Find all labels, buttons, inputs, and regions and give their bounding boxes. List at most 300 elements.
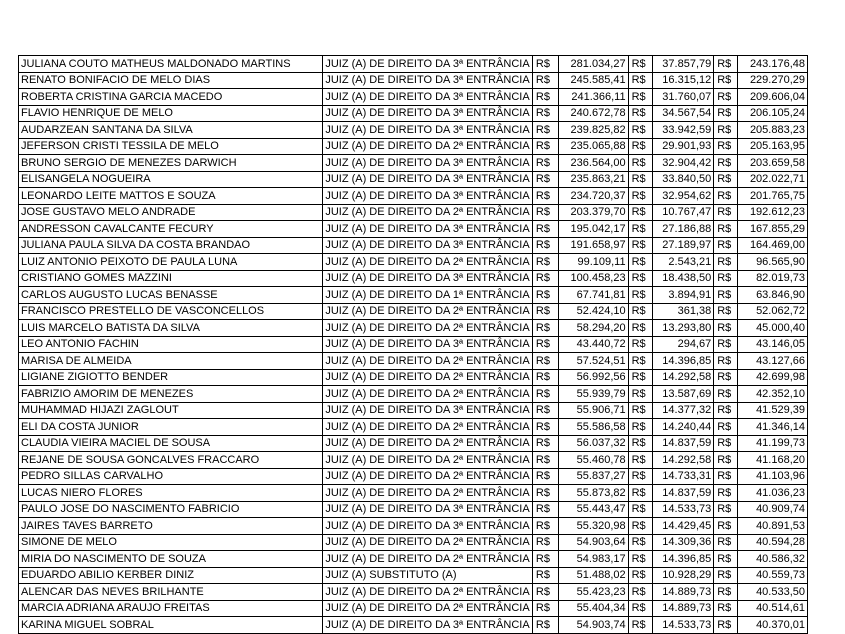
- name-cell: ELI DA COSTA JUNIOR: [19, 419, 323, 436]
- net-value-cell: 40.909,74: [738, 501, 808, 518]
- cargo-cell: JUIZ (A) DE DIREITO DA 3ª ENTRÂNCIA: [323, 72, 533, 89]
- net-value-cell: 203.659,58: [738, 155, 808, 172]
- currency-cell: R$: [714, 155, 738, 172]
- gross-value-cell: 55.320,98: [559, 518, 629, 535]
- currency-cell: R$: [628, 171, 652, 188]
- currency-cell: R$: [714, 254, 738, 271]
- net-value-cell: 202.022,71: [738, 171, 808, 188]
- deduction-value-cell: 14.533,73: [652, 617, 713, 634]
- deduction-value-cell: 33.840,50: [652, 171, 713, 188]
- currency-cell: R$: [714, 105, 738, 122]
- deduction-value-cell: 14.889,73: [652, 600, 713, 617]
- net-value-cell: 229.270,29: [738, 72, 808, 89]
- gross-value-cell: 55.837,27: [559, 468, 629, 485]
- deduction-value-cell: 32.904,42: [652, 155, 713, 172]
- table-row: [19, 419, 808, 436]
- currency-cell: R$: [532, 435, 558, 452]
- table-row: [19, 468, 808, 485]
- name-cell: BRUNO SERGIO DE MENEZES DARWICH: [19, 155, 323, 172]
- currency-cell: R$: [628, 237, 652, 254]
- currency-cell: R$: [714, 221, 738, 238]
- gross-value-cell: 55.939,79: [559, 386, 629, 403]
- salary-table: [18, 55, 808, 634]
- deduction-value-cell: 27.189,97: [652, 237, 713, 254]
- currency-cell: R$: [714, 600, 738, 617]
- gross-value-cell: 239.825,82: [559, 122, 629, 139]
- name-cell: JULIANA PAULA SILVA DA COSTA BRANDAO: [19, 237, 323, 254]
- table-row: [19, 518, 808, 535]
- currency-cell: R$: [714, 567, 738, 584]
- gross-value-cell: 43.440,72: [559, 336, 629, 353]
- name-cell: REJANE DE SOUSA GONCALVES FRACCARO: [19, 452, 323, 469]
- currency-cell: R$: [628, 584, 652, 601]
- net-value-cell: 206.105,24: [738, 105, 808, 122]
- name-cell: LUIS MARCELO BATISTA DA SILVA: [19, 320, 323, 337]
- name-cell: PAULO JOSE DO NASCIMENTO FABRICIO: [19, 501, 323, 518]
- currency-cell: R$: [628, 254, 652, 271]
- cargo-cell: JUIZ (A) DE DIREITO DA 2ª ENTRÂNCIA: [323, 353, 533, 370]
- table-row: [19, 270, 808, 287]
- gross-value-cell: 57.524,51: [559, 353, 629, 370]
- currency-cell: R$: [532, 72, 558, 89]
- name-cell: RENATO BONIFACIO DE MELO DIAS: [19, 72, 323, 89]
- cargo-cell: JUIZ (A) DE DIREITO DA 2ª ENTRÂNCIA: [323, 435, 533, 452]
- deduction-value-cell: 14.533,73: [652, 501, 713, 518]
- currency-cell: R$: [714, 204, 738, 221]
- currency-cell: R$: [532, 501, 558, 518]
- currency-cell: R$: [628, 534, 652, 551]
- deduction-value-cell: 14.429,45: [652, 518, 713, 535]
- name-cell: MARISA DE ALMEIDA: [19, 353, 323, 370]
- currency-cell: R$: [532, 320, 558, 337]
- cargo-cell: JUIZ (A) DE DIREITO DA 2ª ENTRÂNCIA: [323, 138, 533, 155]
- currency-cell: R$: [714, 518, 738, 535]
- gross-value-cell: 191.658,97: [559, 237, 629, 254]
- currency-cell: R$: [628, 105, 652, 122]
- gross-value-cell: 55.873,82: [559, 485, 629, 502]
- gross-value-cell: 54.903,74: [559, 617, 629, 634]
- name-cell: ROBERTA CRISTINA GARCIA MACEDO: [19, 89, 323, 106]
- deduction-value-cell: 361,38: [652, 303, 713, 320]
- table-row: [19, 567, 808, 584]
- currency-cell: R$: [714, 551, 738, 568]
- currency-cell: R$: [532, 89, 558, 106]
- cargo-cell: JUIZ (A) DE DIREITO DA 2ª ENTRÂNCIA: [323, 254, 533, 271]
- currency-cell: R$: [628, 501, 652, 518]
- currency-cell: R$: [714, 270, 738, 287]
- net-value-cell: 205.883,23: [738, 122, 808, 139]
- net-value-cell: 41.036,23: [738, 485, 808, 502]
- currency-cell: R$: [628, 138, 652, 155]
- net-value-cell: 201.765,75: [738, 188, 808, 205]
- currency-cell: R$: [714, 336, 738, 353]
- deduction-value-cell: 33.942,59: [652, 122, 713, 139]
- deduction-value-cell: 14.837,59: [652, 485, 713, 502]
- deduction-value-cell: 34.567,54: [652, 105, 713, 122]
- currency-cell: R$: [628, 56, 652, 73]
- table-row: [19, 237, 808, 254]
- currency-cell: R$: [532, 567, 558, 584]
- currency-cell: R$: [628, 567, 652, 584]
- currency-cell: R$: [628, 204, 652, 221]
- name-cell: ELISANGELA NOGUEIRA: [19, 171, 323, 188]
- cargo-cell: JUIZ (A) DE DIREITO DA 2ª ENTRÂNCIA: [323, 485, 533, 502]
- currency-cell: R$: [714, 138, 738, 155]
- table-row: [19, 122, 808, 139]
- table-row: [19, 221, 808, 238]
- salary-table-container: [18, 55, 808, 634]
- gross-value-cell: 51.488,02: [559, 567, 629, 584]
- name-cell: LIGIANE ZIGIOTTO BENDER: [19, 369, 323, 386]
- deduction-value-cell: 27.186,88: [652, 221, 713, 238]
- cargo-cell: JUIZ (A) DE DIREITO DA 3ª ENTRÂNCIA: [323, 122, 533, 139]
- currency-cell: R$: [714, 353, 738, 370]
- table-row: [19, 435, 808, 452]
- table-row: [19, 72, 808, 89]
- net-value-cell: 41.103,96: [738, 468, 808, 485]
- currency-cell: R$: [628, 435, 652, 452]
- gross-value-cell: 54.983,17: [559, 551, 629, 568]
- name-cell: EDUARDO ABILIO KERBER DINIZ: [19, 567, 323, 584]
- deduction-value-cell: 14.309,36: [652, 534, 713, 551]
- currency-cell: R$: [628, 468, 652, 485]
- gross-value-cell: 236.564,00: [559, 155, 629, 172]
- currency-cell: R$: [628, 89, 652, 106]
- net-value-cell: 40.586,32: [738, 551, 808, 568]
- table-row: [19, 171, 808, 188]
- name-cell: JAIRES TAVES BARRETO: [19, 518, 323, 535]
- currency-cell: R$: [628, 303, 652, 320]
- name-cell: CLAUDIA VIEIRA MACIEL DE SOUSA: [19, 435, 323, 452]
- currency-cell: R$: [714, 419, 738, 436]
- net-value-cell: 164.469,00: [738, 237, 808, 254]
- deduction-value-cell: 37.857,79: [652, 56, 713, 73]
- currency-cell: R$: [714, 171, 738, 188]
- net-value-cell: 45.000,40: [738, 320, 808, 337]
- cargo-cell: JUIZ (A) DE DIREITO DA 3ª ENTRÂNCIA: [323, 617, 533, 634]
- net-value-cell: 41.346,14: [738, 419, 808, 436]
- cargo-cell: JUIZ (A) DE DIREITO DA 2ª ENTRÂNCIA: [323, 386, 533, 403]
- gross-value-cell: 241.366,11: [559, 89, 629, 106]
- cargo-cell: JUIZ (A) DE DIREITO DA 2ª ENTRÂNCIA: [323, 584, 533, 601]
- name-cell: SIMONE DE MELO: [19, 534, 323, 551]
- table-row: [19, 534, 808, 551]
- net-value-cell: 40.594,28: [738, 534, 808, 551]
- table-row: [19, 89, 808, 106]
- currency-cell: R$: [714, 56, 738, 73]
- currency-cell: R$: [714, 188, 738, 205]
- currency-cell: R$: [714, 303, 738, 320]
- gross-value-cell: 55.460,78: [559, 452, 629, 469]
- currency-cell: R$: [532, 551, 558, 568]
- gross-value-cell: 99.109,11: [559, 254, 629, 271]
- net-value-cell: 205.163,95: [738, 138, 808, 155]
- name-cell: FABRIZIO AMORIM DE MENEZES: [19, 386, 323, 403]
- currency-cell: R$: [628, 188, 652, 205]
- deduction-value-cell: 2.543,21: [652, 254, 713, 271]
- table-row: [19, 105, 808, 122]
- deduction-value-cell: 14.292,58: [652, 369, 713, 386]
- currency-cell: R$: [532, 204, 558, 221]
- net-value-cell: 82.019,73: [738, 270, 808, 287]
- currency-cell: R$: [628, 452, 652, 469]
- cargo-cell: JUIZ (A) DE DIREITO DA 2ª ENTRÂNCIA: [323, 204, 533, 221]
- currency-cell: R$: [714, 320, 738, 337]
- deduction-value-cell: 16.315,12: [652, 72, 713, 89]
- currency-cell: R$: [532, 452, 558, 469]
- cargo-cell: JUIZ (A) DE DIREITO DA 2ª ENTRÂNCIA: [323, 600, 533, 617]
- gross-value-cell: 58.294,20: [559, 320, 629, 337]
- currency-cell: R$: [532, 287, 558, 304]
- name-cell: AUDARZEAN SANTANA DA SILVA: [19, 122, 323, 139]
- deduction-value-cell: 18.438,50: [652, 270, 713, 287]
- deduction-value-cell: 14.889,73: [652, 584, 713, 601]
- cargo-cell: JUIZ (A) DE DIREITO DA 3ª ENTRÂNCIA: [323, 56, 533, 73]
- name-cell: LEONARDO LEITE MATTOS E SOUZA: [19, 188, 323, 205]
- cargo-cell: JUIZ (A) DE DIREITO DA 2ª ENTRÂNCIA: [323, 320, 533, 337]
- table-row: [19, 485, 808, 502]
- deduction-value-cell: 31.760,07: [652, 89, 713, 106]
- gross-value-cell: 234.720,37: [559, 188, 629, 205]
- net-value-cell: 40.514,61: [738, 600, 808, 617]
- currency-cell: R$: [714, 452, 738, 469]
- deduction-value-cell: 3.894,91: [652, 287, 713, 304]
- currency-cell: R$: [714, 501, 738, 518]
- table-row: [19, 138, 808, 155]
- gross-value-cell: 281.034,27: [559, 56, 629, 73]
- currency-cell: R$: [628, 518, 652, 535]
- currency-cell: R$: [532, 122, 558, 139]
- currency-cell: R$: [714, 369, 738, 386]
- gross-value-cell: 235.065,88: [559, 138, 629, 155]
- name-cell: LUCAS NIERO FLORES: [19, 485, 323, 502]
- cargo-cell: JUIZ (A) DE DIREITO DA 3ª ENTRÂNCIA: [323, 155, 533, 172]
- deduction-value-cell: 294,67: [652, 336, 713, 353]
- net-value-cell: 41.199,73: [738, 435, 808, 452]
- gross-value-cell: 55.404,34: [559, 600, 629, 617]
- currency-cell: R$: [628, 270, 652, 287]
- name-cell: FLAVIO HENRIQUE DE MELO: [19, 105, 323, 122]
- currency-cell: R$: [628, 320, 652, 337]
- table-row: [19, 600, 808, 617]
- currency-cell: R$: [628, 386, 652, 403]
- net-value-cell: 40.370,01: [738, 617, 808, 634]
- deduction-value-cell: 14.837,59: [652, 435, 713, 452]
- currency-cell: R$: [532, 600, 558, 617]
- deduction-value-cell: 29.901,93: [652, 138, 713, 155]
- net-value-cell: 42.352,10: [738, 386, 808, 403]
- currency-cell: R$: [532, 303, 558, 320]
- currency-cell: R$: [628, 419, 652, 436]
- currency-cell: R$: [628, 155, 652, 172]
- currency-cell: R$: [532, 485, 558, 502]
- deduction-value-cell: 14.240,44: [652, 419, 713, 436]
- deduction-value-cell: 14.396,85: [652, 551, 713, 568]
- table-row: [19, 617, 808, 634]
- cargo-cell: JUIZ (A) DE DIREITO DA 3ª ENTRÂNCIA: [323, 336, 533, 353]
- name-cell: LUIZ ANTONIO PEIXOTO DE PAULA LUNA: [19, 254, 323, 271]
- currency-cell: R$: [714, 617, 738, 634]
- cargo-cell: JUIZ (A) DE DIREITO DA 3ª ENTRÂNCIA: [323, 518, 533, 535]
- name-cell: ANDRESSON CAVALCANTE FECURY: [19, 221, 323, 238]
- currency-cell: R$: [714, 485, 738, 502]
- name-cell: JULIANA COUTO MATHEUS MALDONADO MARTINS: [19, 56, 323, 73]
- name-cell: CARLOS AUGUSTO LUCAS BENASSE: [19, 287, 323, 304]
- table-body: [19, 56, 808, 634]
- currency-cell: R$: [532, 270, 558, 287]
- table-row: [19, 336, 808, 353]
- currency-cell: R$: [714, 584, 738, 601]
- deduction-value-cell: 13.587,69: [652, 386, 713, 403]
- deduction-value-cell: 32.954,62: [652, 188, 713, 205]
- currency-cell: R$: [714, 122, 738, 139]
- currency-cell: R$: [628, 122, 652, 139]
- table-row: [19, 452, 808, 469]
- gross-value-cell: 56.992,56: [559, 369, 629, 386]
- cargo-cell: JUIZ (A) DE DIREITO DA 1ª ENTRÂNCIA: [323, 287, 533, 304]
- currency-cell: R$: [532, 353, 558, 370]
- cargo-cell: JUIZ (A) DE DIREITO DA 2ª ENTRÂNCIA: [323, 452, 533, 469]
- gross-value-cell: 56.037,32: [559, 435, 629, 452]
- gross-value-cell: 55.906,71: [559, 402, 629, 419]
- currency-cell: R$: [532, 419, 558, 436]
- table-row: [19, 353, 808, 370]
- net-value-cell: 40.533,50: [738, 584, 808, 601]
- gross-value-cell: 100.458,23: [559, 270, 629, 287]
- currency-cell: R$: [628, 369, 652, 386]
- table-row: [19, 369, 808, 386]
- gross-value-cell: 240.672,78: [559, 105, 629, 122]
- gross-value-cell: 52.424,10: [559, 303, 629, 320]
- net-value-cell: 41.529,39: [738, 402, 808, 419]
- currency-cell: R$: [532, 171, 558, 188]
- name-cell: JOSE GUSTAVO MELO ANDRADE: [19, 204, 323, 221]
- table-row: [19, 303, 808, 320]
- currency-cell: R$: [714, 402, 738, 419]
- name-cell: FRANCISCO PRESTELLO DE VASCONCELLOS: [19, 303, 323, 320]
- cargo-cell: JUIZ (A) DE DIREITO DA 3ª ENTRÂNCIA: [323, 105, 533, 122]
- currency-cell: R$: [532, 105, 558, 122]
- currency-cell: R$: [628, 353, 652, 370]
- name-cell: MIRIA DO NASCIMENTO DE SOUZA: [19, 551, 323, 568]
- cargo-cell: JUIZ (A) DE DIREITO DA 2ª ENTRÂNCIA: [323, 534, 533, 551]
- currency-cell: R$: [628, 600, 652, 617]
- currency-cell: R$: [628, 221, 652, 238]
- cargo-cell: JUIZ (A) DE DIREITO DA 2ª ENTRÂNCIA: [323, 303, 533, 320]
- deduction-value-cell: 14.733,31: [652, 468, 713, 485]
- currency-cell: R$: [532, 155, 558, 172]
- net-value-cell: 43.127,66: [738, 353, 808, 370]
- name-cell: KARINA MIGUEL SOBRAL: [19, 617, 323, 634]
- net-value-cell: 96.565,90: [738, 254, 808, 271]
- gross-value-cell: 67.741,81: [559, 287, 629, 304]
- net-value-cell: 40.891,53: [738, 518, 808, 535]
- currency-cell: R$: [714, 72, 738, 89]
- net-value-cell: 52.062,72: [738, 303, 808, 320]
- name-cell: LEO ANTONIO FACHIN: [19, 336, 323, 353]
- table-row: [19, 204, 808, 221]
- table-row: [19, 287, 808, 304]
- cargo-cell: JUIZ (A) DE DIREITO DA 3ª ENTRÂNCIA: [323, 270, 533, 287]
- cargo-cell: JUIZ (A) DE DIREITO DA 3ª ENTRÂNCIA: [323, 188, 533, 205]
- net-value-cell: 243.176,48: [738, 56, 808, 73]
- table-row: [19, 254, 808, 271]
- name-cell: PEDRO SILLAS CARVALHO: [19, 468, 323, 485]
- name-cell: JEFERSON CRISTI TESSILA DE MELO: [19, 138, 323, 155]
- cargo-cell: JUIZ (A) DE DIREITO DA 3ª ENTRÂNCIA: [323, 501, 533, 518]
- cargo-cell: JUIZ (A) DE DIREITO DA 2ª ENTRÂNCIA: [323, 468, 533, 485]
- table-row: [19, 501, 808, 518]
- currency-cell: R$: [628, 287, 652, 304]
- net-value-cell: 63.846,90: [738, 287, 808, 304]
- currency-cell: R$: [532, 221, 558, 238]
- currency-cell: R$: [532, 584, 558, 601]
- currency-cell: R$: [532, 617, 558, 634]
- deduction-value-cell: 10.767,47: [652, 204, 713, 221]
- currency-cell: R$: [714, 435, 738, 452]
- gross-value-cell: 55.423,23: [559, 584, 629, 601]
- currency-cell: R$: [628, 617, 652, 634]
- gross-value-cell: 54.903,64: [559, 534, 629, 551]
- currency-cell: R$: [628, 336, 652, 353]
- table-row: [19, 551, 808, 568]
- currency-cell: R$: [532, 369, 558, 386]
- currency-cell: R$: [714, 468, 738, 485]
- table-row: [19, 155, 808, 172]
- gross-value-cell: 245.585,41: [559, 72, 629, 89]
- currency-cell: R$: [532, 237, 558, 254]
- net-value-cell: 167.855,29: [738, 221, 808, 238]
- gross-value-cell: 195.042,17: [559, 221, 629, 238]
- currency-cell: R$: [532, 188, 558, 205]
- currency-cell: R$: [532, 138, 558, 155]
- currency-cell: R$: [532, 402, 558, 419]
- gross-value-cell: 235.863,21: [559, 171, 629, 188]
- deduction-value-cell: 13.293,80: [652, 320, 713, 337]
- currency-cell: R$: [532, 254, 558, 271]
- net-value-cell: 192.612,23: [738, 204, 808, 221]
- currency-cell: R$: [532, 56, 558, 73]
- cargo-cell: JUIZ (A) DE DIREITO DA 2ª ENTRÂNCIA: [323, 551, 533, 568]
- deduction-value-cell: 14.377,32: [652, 402, 713, 419]
- cargo-cell: JUIZ (A) DE DIREITO DA 3ª ENTRÂNCIA: [323, 221, 533, 238]
- currency-cell: R$: [714, 89, 738, 106]
- currency-cell: R$: [714, 287, 738, 304]
- currency-cell: R$: [714, 534, 738, 551]
- net-value-cell: 41.168,20: [738, 452, 808, 469]
- currency-cell: R$: [628, 72, 652, 89]
- cargo-cell: JUIZ (A) DE DIREITO DA 3ª ENTRÂNCIA: [323, 89, 533, 106]
- currency-cell: R$: [532, 336, 558, 353]
- net-value-cell: 209.606,04: [738, 89, 808, 106]
- cargo-cell: JUIZ (A) DE DIREITO DA 3ª ENTRÂNCIA: [323, 171, 533, 188]
- name-cell: CRISTIANO GOMES MAZZINI: [19, 270, 323, 287]
- table-row: [19, 386, 808, 403]
- name-cell: MARCIA ADRIANA ARAUJO FREITAS: [19, 600, 323, 617]
- currency-cell: R$: [628, 485, 652, 502]
- deduction-value-cell: 10.928,29: [652, 567, 713, 584]
- gross-value-cell: 55.443,47: [559, 501, 629, 518]
- name-cell: ALENCAR DAS NEVES BRILHANTE: [19, 584, 323, 601]
- deduction-value-cell: 14.292,58: [652, 452, 713, 469]
- cargo-cell: JUIZ (A) SUBSTITUTO (A): [323, 567, 533, 584]
- table-row: [19, 188, 808, 205]
- gross-value-cell: 55.586,58: [559, 419, 629, 436]
- currency-cell: R$: [532, 386, 558, 403]
- currency-cell: R$: [532, 534, 558, 551]
- currency-cell: R$: [532, 468, 558, 485]
- table-row: [19, 56, 808, 73]
